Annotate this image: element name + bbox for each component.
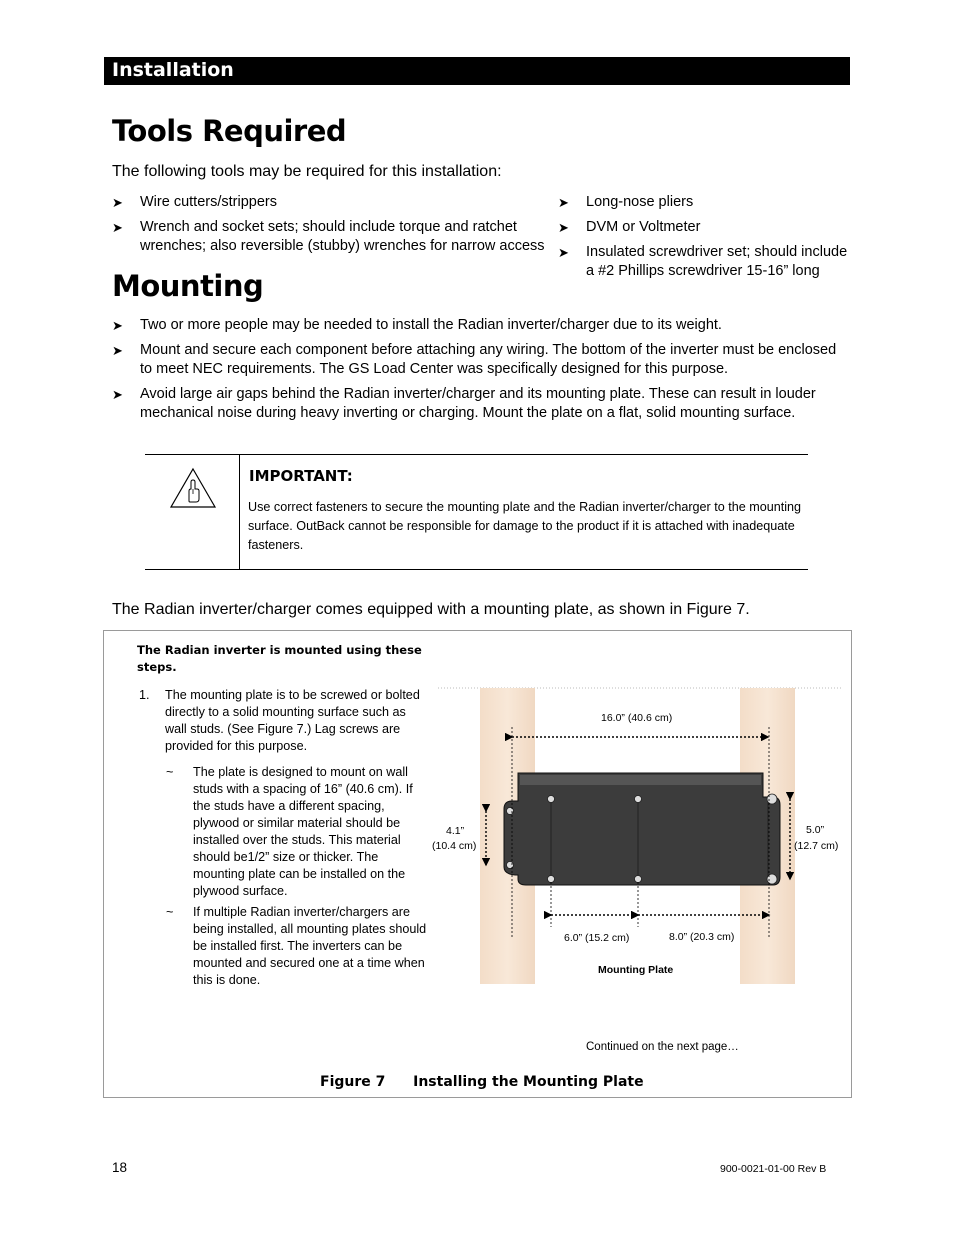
dim-label-right: 5.0” — [806, 824, 825, 836]
step-number: 1. — [139, 688, 150, 702]
hand-caution-icon — [169, 467, 217, 509]
diagram-caption: Mounting Plate — [598, 964, 674, 976]
sub-marker: ~ — [166, 905, 174, 919]
bullet-arrow-icon: ➤ — [112, 318, 123, 333]
figure-caption-title: Installing the Mounting Plate — [413, 1074, 644, 1090]
bullet-arrow-icon: ➤ — [112, 195, 123, 210]
figure-caption — [320, 1074, 644, 1090]
dim-label-left: (10.4 cm) — [432, 840, 477, 852]
sub-marker: ~ — [166, 765, 174, 779]
bullet-arrow-icon: ➤ — [558, 245, 569, 260]
steps-title: The Radian inverter is mounted using these steps. — [137, 643, 422, 674]
tool-item: ➤ DVM or Voltmeter — [558, 219, 701, 235]
dim-label-right: (12.7 cm) — [794, 840, 839, 852]
continued-note: Continued on the next page… — [586, 1041, 739, 1053]
figure-intro: The Radian inverter/charger comes equipped with a mounting plate, as shown in Figure 7. — [112, 601, 750, 618]
page-number: 18 — [112, 1160, 128, 1175]
dim-label-top: 16.0” (40.6 cm) — [601, 712, 673, 724]
sub-item: If multiple Radian inverter/chargers are being installed, all mounting plates should be installed first. The inverters can be mounted and secured one at a time when this is done. — [193, 905, 427, 987]
important-label: IMPORTANT: — [249, 467, 353, 485]
mounting-plate — [504, 773, 780, 885]
tool-item: ➤ Insulated screwdriver set; should include a #2 Phillips screwdriver 15-16” long — [558, 244, 848, 279]
tool-item: ➤ Long-nose pliers — [558, 194, 694, 210]
tools-heading: Tools Required — [112, 114, 347, 148]
figure-caption-number: Figure 7 — [320, 1074, 386, 1090]
step-text: The mounting plate is to be screwed or bolted directly to a solid mounting surface such as wall studs. (See Figure 7.) Lag screws are provided for this purpose. — [165, 688, 420, 753]
mounting-heading: Mounting — [112, 269, 264, 303]
bullet-arrow-icon: ➤ — [112, 387, 123, 402]
tool-item: ➤ Wire cutters/strippers — [112, 194, 277, 210]
bullet-arrow-icon: ➤ — [112, 220, 123, 235]
sub-item: The plate is designed to mount on wall studs with a spacing of 16” (40.6 cm). If the studs have a different spacing, plywood or similar material should be installed over the studs. This material should be1/2” size or thicker. The mounting plate can be installed on the plywood surface. — [193, 765, 413, 898]
dim-label-bottom-right: 8.0” (20.3 cm) — [669, 931, 735, 943]
dim-label-bottom-left: 6.0” (15.2 cm) — [564, 932, 630, 944]
section-header-bar — [104, 57, 850, 85]
mounting-item: ➤ Two or more people may be needed to install the Radian inverter/charger due to its weight. — [112, 317, 722, 333]
section-title: Installation — [112, 59, 234, 81]
important-text: Use correct fasteners to secure the mounting plate and the Radian inverter/charger to the mounting surface. OutBack cannot be responsible for damage to the product if it is attached with inadequate fasteners. — [248, 500, 802, 552]
bullet-arrow-icon: ➤ — [558, 220, 569, 235]
callout-divider — [239, 455, 240, 569]
important-callout — [145, 454, 808, 570]
mounting-item: ➤ Avoid large air gaps behind the Radian inverter/charger and its mounting plate. These can result in louder mechanical noise during heavy inverting or charging. Mount the plate on a flat, solid mounting surface. — [112, 386, 816, 421]
tool-item: ➤ Wrench and socket sets; should include torque and ratchet wrenches; also reversible (stubby) wrenches for narrow access — [112, 219, 545, 254]
bullet-arrow-icon: ➤ — [112, 343, 123, 358]
mounting-item: ➤ Mount and secure each component before attaching any wiring. The bottom of the inverter must be enclosed to meet NEC requirements. The GS Load Center was specifically designed for this purpose. — [112, 342, 837, 377]
tools-intro: The following tools may be required for this installation: — [112, 163, 502, 180]
mounting-plate-diagram — [432, 687, 842, 984]
bullet-arrow-icon: ➤ — [558, 195, 569, 210]
document-code: 900-0021-01-00 Rev B — [720, 1163, 827, 1175]
dim-label-left: 4.1” — [446, 825, 465, 837]
